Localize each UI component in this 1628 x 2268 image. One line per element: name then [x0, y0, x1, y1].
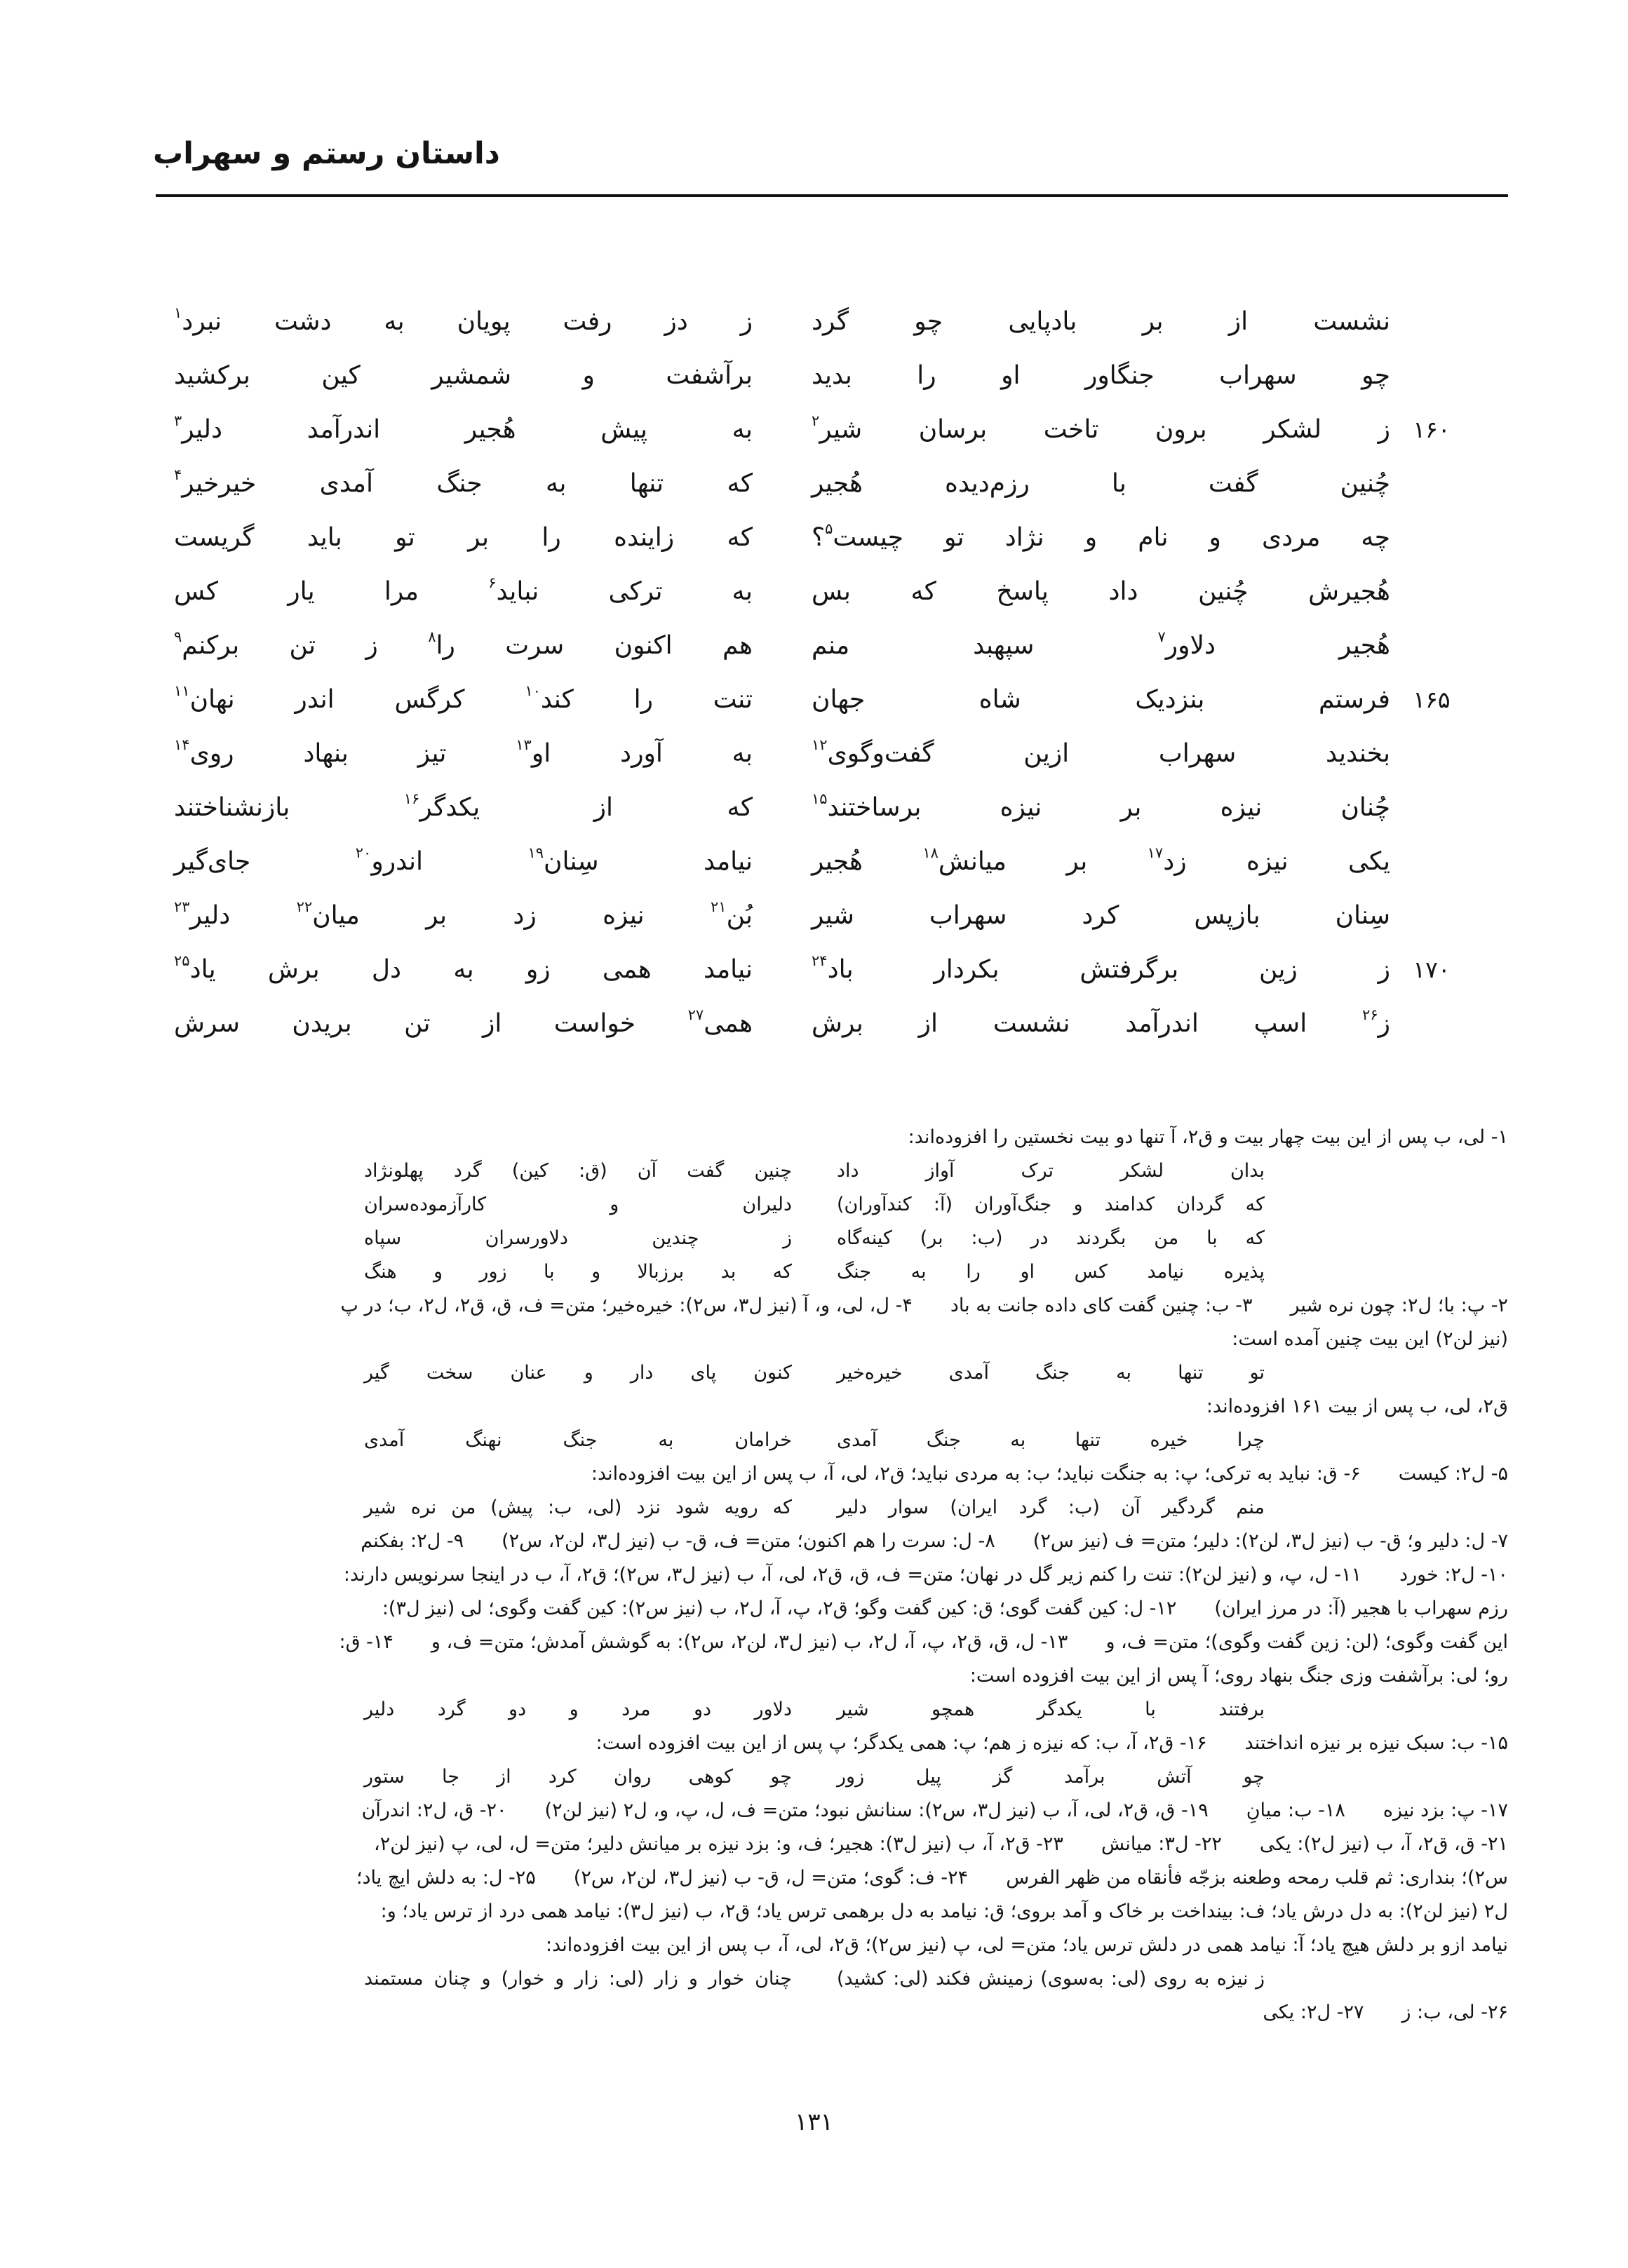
footnote-line: ۲۶- لی، ب: ز ۲۷- ل۲: یکی	[1263, 2002, 1508, 2023]
footnote-line: ۱۰- ل۲: خورد ۱۱- ل، پ، و (نیز لن۲): تنت را کنم زیر گل در نهان؛ متن= ف، ق، ق۲، لی، آ، ب (نیز ل۳، س۲)؛ ق۲، آ، ب در اینجا سرنویس دارند:	[343, 1564, 1508, 1586]
hemistich-left: تنت را کند$^{۱۰}$ کرگس اندر نهان$^{۱۱}$	[174, 682, 753, 714]
footnote-verse-line	[121, 1188, 1508, 1222]
poem-row	[174, 457, 1473, 511]
footnote-hemistich-left: دلاور دو مرد و دو گرد دلیر	[364, 1699, 792, 1720]
page-number: ۱۳۱	[795, 2108, 833, 2136]
footnote-verse-line	[121, 1255, 1508, 1289]
poem-row	[174, 295, 1473, 349]
footnote-hemistich-left: چنان خوار و زار (لی: زار و خوار) و چنان مستمند	[364, 1968, 792, 1990]
footnote-hemistich-right: که گردان کدامند و جنگ‌آوران (آ: کندآوران)	[837, 1194, 1265, 1215]
footnote-line: ۲۱- ق، ق۲، آ، ب (نیز ل۲): یکی ۲۲- ل۳: میانش ۲۳- ق۲، آ، ب (نیز ل۳): هجیر؛ ف، و: بزد نیزه بر میانش دلیر؛ متن= ل، لی، پ (نیز لن۲،	[374, 1833, 1508, 1855]
hemistich-right: سِنان بازپس کرد سهراب شیر	[812, 901, 1390, 930]
footnote-hemistich-right: منم گردگیر آن (ب: گرد ایران) سوار دلیر	[837, 1497, 1265, 1518]
footnote-marker: ۲۴	[812, 952, 828, 969]
footnote-hemistich-left: چو کوهی روان کرد از جا ستور	[364, 1766, 792, 1788]
hemistich-left: نیامد همی زو به دل برش یاد$^{۲۵}$	[174, 952, 753, 984]
footnote-line: س۲)؛ بنداری: ثم قلب رمحه وطعنه بزجّه فأنقاه من ظهر الفرس ۲۴- ف: گوی؛ متن= ل، ق- ب (نیز ل۳، لن۲، س۲) ۲۵- ل: به دلش ایچ یاد؛	[356, 1867, 1508, 1889]
hemistich-left: برآشفت و شمشیر کین برکشید	[174, 361, 753, 390]
footnote-hemistich-left: چنین گفت آن (ق: کین) گرد پهلونژاد	[364, 1160, 792, 1182]
footnote-marker: ۲۰	[355, 844, 372, 861]
footnote-marker: ۶	[488, 574, 497, 591]
hemistich-left: که از یکدگر$^{۱۶}$ بازنشناختند	[174, 790, 753, 822]
poem-row	[174, 835, 1473, 889]
footnote-marker: ۴	[174, 466, 182, 483]
header-rule	[156, 194, 1508, 197]
hemistich-right: ز$^{۲۶}$ اسپ اندرآمد نشست از برش	[812, 1006, 1390, 1038]
footnote-verse-line	[121, 1154, 1508, 1188]
footnote-verse-line	[121, 1356, 1508, 1390]
hemistich-left: نیامد سِنان$^{۱۹}$ اندرو$^{۲۰}$ جای‌گیر	[174, 844, 753, 876]
hemistich-right: نشست از بر بادپایی چو گرد	[812, 307, 1390, 336]
footnote-marker: ۱۱	[174, 682, 190, 699]
hemistich-right: چه مردی و نام و نژاد تو چیست$^۵$؟	[812, 520, 1390, 552]
footnote-hemistich-left: که رویه شود نزد (لی، ب: پیش) من نره شیر	[364, 1497, 792, 1518]
verse-number: ۱۶۵	[1413, 686, 1451, 713]
footnote-marker: ۸	[428, 628, 436, 645]
footnote-marker: ۱	[174, 304, 182, 321]
footnote-hemistich-right: تو تنها به جنگ آمدی خیره‌خیر	[837, 1362, 1265, 1384]
footnote-marker: ۹	[174, 628, 182, 645]
hemistich-right: هُجیرش چُنین داد پاسخ که بس	[812, 577, 1390, 606]
footnote-hemistich-right: ز نیزه به روی (لی: به‌سوی) زمینش فکند (لی: کشید)	[837, 1968, 1265, 1990]
footnote-marker: ۱۹	[527, 844, 544, 861]
verse-number: ۱۷۰	[1413, 956, 1451, 983]
footnote-line: نیامد ازو بر دلش هیچ یاد؛ آ: نیامد همی در دلش ترس یاد؛ متن= لی، پ (نیز س۲)؛ ق۲، لی، آ، ب پس از این بیت افزوده‌اند:	[545, 1934, 1508, 1956]
hemistich-left: به ترکی نباید$^۶$ مرا یار کس	[174, 574, 753, 606]
footnote-line: ۲- پ: با؛ ل۲: چون نره شیر ۳- ب: چنین گفت کای داده جانت به باد ۴- ل، لی، و، آ (نیز ل۳، س۲): خیره‌خیر؛ متن= ف، ق، ق۲، ل۲، ب؛ در پ	[340, 1295, 1508, 1316]
footnote-hemistich-left: که بد برزبالا و با زور و هنگ	[364, 1261, 792, 1283]
footnote-line: ۷- ل: دلیر و؛ ق- ب (نیز ل۳، لن۲): دلیر؛ متن= ف (نیز س۲) ۸- ل: سرت را هم اکنون؛ متن= ف، ق- ب (نیز ل۳، لن۲، س۲) ۹- ل۲: بفکنم	[361, 1530, 1508, 1552]
poem-row	[174, 889, 1473, 943]
hemistich-left: همی$^{۲۷}$ خواست از تن بریدن سرش	[174, 1006, 753, 1038]
poem-row	[174, 673, 1473, 727]
footnote-marker: ۱۸	[922, 844, 939, 861]
footnote-marker: ۲۲	[296, 898, 313, 915]
poem-row	[174, 403, 1473, 457]
footnote-hemistich-left: خرامان به جنگ نهنگ آمدی	[364, 1429, 792, 1451]
hemistich-right: ز لشکر برون تاخت برسان شیر$^۲$	[812, 412, 1390, 444]
poem-row	[174, 619, 1473, 673]
footnote-hemistich-right: پذیره نیامد کس او را به جنگ	[837, 1261, 1265, 1283]
footnote-line: رزم سهراب با هجیر (آ: در مرز ایران) ۱۲- ل: کین گفت گوی؛ ق: کین گفت وگو؛ ق۲، پ، آ، ل۲، ب (نیز س۲): کین گفت وگوی؛ لی (نیز ل۳):	[382, 1598, 1508, 1619]
footnote-hemistich-left: کنون پای دار و عنان سخت گیر	[364, 1362, 792, 1384]
footnote-hemistich-left: دلیران و کارآزموده‌سران	[364, 1194, 792, 1215]
hemistich-right: چُنان نیزه بر نیزه برساختند$^{۱۵}$	[812, 790, 1390, 822]
footnote-marker: ۲۳	[174, 898, 190, 915]
footnote-marker: ۱۶	[403, 790, 420, 807]
footnote-verse-line	[121, 1424, 1508, 1457]
footnote-verse-line	[121, 1491, 1508, 1525]
footnote-marker: ۲۷	[687, 1006, 704, 1023]
footnote-hemistich-right: برفتند با یکدگر همچو شیر	[837, 1699, 1265, 1720]
hemistich-right: ز زین برگرفتش بکردار باد$^{۲۴}$	[812, 952, 1390, 984]
footnote-line: این گفت وگوی؛ (لن: زین گفت وگوی)؛ متن= ف، و ۱۳- ل، ق، ق۲، پ، آ، ل۲، ب (نیز ل۳، لن۲، س۲): به گوشش آمدش؛ متن= ف، و ۱۴- ق:	[339, 1631, 1508, 1653]
hemistich-right: فرستم بنزدیک شاه جهان	[812, 685, 1390, 714]
hemistich-left: به پیش هُجیر اندرآمد دلیر$^۳$	[174, 412, 753, 444]
footnote-marker: ۷	[1157, 628, 1166, 645]
hemistich-right: چو سهراب جنگاور او را بدید	[812, 361, 1390, 390]
footnote-marker: ۱۰	[525, 682, 541, 699]
poem-row	[174, 781, 1473, 835]
footnote-marker: ۱۵	[812, 790, 828, 807]
poem-row	[174, 511, 1473, 565]
verse-number: ۱۶۰	[1413, 416, 1451, 443]
poem-row	[174, 349, 1473, 403]
hemistich-left: که تنها به جنگ آمدی خیرخیر$^۴$	[174, 466, 753, 498]
footnote-verse-line	[121, 1760, 1508, 1794]
footnote-hemistich-right: که با من بگردند در (ب: بر) کینه‌گاه	[837, 1227, 1265, 1249]
footnote-marker: ۱۴	[174, 736, 190, 753]
footnote-marker: ۵	[825, 520, 833, 537]
footnote-hemistich-right: بدان لشکر ترک آواز داد	[837, 1160, 1265, 1182]
hemistich-left: که زاینده را بر تو باید گریست	[174, 523, 753, 552]
poem-row	[174, 727, 1473, 781]
hemistich-left: هم اکنون سرت را$^۸$ ز تن برکنم$^۹$	[174, 628, 753, 660]
poem-section	[174, 295, 1473, 1051]
footnote-line: ق۲، لی، ب پس از بیت ۱۶۱ افزوده‌اند:	[1206, 1396, 1508, 1417]
footnote-marker: ۳	[174, 412, 182, 429]
hemistich-right: بخندید سهراب ازین گفت‌وگوی$^{۱۲}$	[812, 736, 1390, 768]
running-header-title: داستان رستم و سهراب	[153, 136, 500, 171]
footnote-line: رو؛ لی: برآشفت وزی جنگ بنهاد روی؛ آ پس از این بیت افزوده است:	[969, 1665, 1508, 1687]
poem-row	[174, 943, 1473, 997]
footnote-verse-line	[121, 1222, 1508, 1255]
hemistich-right: یکی نیزه زد$^{۱۷}$ بر میانش$^{۱۸}$ هُجیر	[812, 844, 1390, 876]
footnote-line: ۵- ل۲: کیست ۶- ق: نباید به ترکی؛ پ: به جنگت نباید؛ ب: به مردی نباید؛ ق۲، لی، آ، ب پس از این بیت افزوده‌اند:	[591, 1463, 1508, 1485]
footnote-marker: ۱۷	[1147, 844, 1164, 861]
footnote-marker: ۲۶	[1362, 1006, 1378, 1023]
footnote-line: ۱- لی، ب پس از این بیت چهار بیت و ق۲، آ تنها دو بیت نخستین را افزوده‌اند:	[908, 1126, 1508, 1148]
footnote-marker: ۲۱	[711, 898, 727, 915]
hemistich-left: به آورد او$^{۱۳}$ تیز بنهاد روی$^{۱۴}$	[174, 736, 753, 768]
footnote-line: (نیز لن۲) این بیت چنین آمده است:	[1232, 1328, 1508, 1350]
footnote-marker: ۲۵	[174, 952, 190, 969]
poem-row	[174, 997, 1473, 1051]
footnotes-section	[121, 1121, 1508, 2030]
footnote-line: ۱۵- ب: سبک نیزه بر نیزه انداختند ۱۶- ق۲، آ، ب: که نیزه ز هم؛ پ: همی یکدگر؛ پ پس از این بیت افزوده است:	[596, 1732, 1508, 1754]
footnote-marker: ۱۲	[812, 736, 828, 753]
footnote-marker: ۲	[812, 412, 820, 429]
footnote-line: ۱۷- پ: بزد نیزه ۱۸- ب: میانِ ۱۹- ق، ق۲، لی، آ، ب (نیز ل۳، س۲): سنانش نبود؛ متن= ف، ل، پ، و، ل۲ (نیز لن۲) ۲۰- ق، ل۲: اندرآن	[361, 1800, 1508, 1821]
hemistich-right: چُنین گفت با رزم‌دیده هُجیر	[812, 469, 1390, 498]
poem-row	[174, 565, 1473, 619]
footnote-marker: ۱۳	[516, 736, 532, 753]
footnote-verse-line	[121, 1962, 1508, 1996]
hemistich-left: بُن$^{۲۱}$ نیزه زد بر میان$^{۲۲}$ دلیر$^{۲۳}$	[174, 898, 753, 930]
footnote-hemistich-right: چرا خیره تنها به جنگ آمدی	[837, 1429, 1265, 1451]
footnote-verse-line	[121, 1693, 1508, 1727]
hemistich-left: ز دز رفت پویان به دشت نبرد$^۱$	[174, 304, 753, 336]
footnote-hemistich-left: ز چندین دلاورسران سپاه	[364, 1227, 792, 1249]
footnote-line: ل۲ (نیز لن۲): به دل درش یاد؛ ف: بینداخت بر خاک و آمد بروی؛ ق: نیامد به دل برهمی ترس یاد؛ ق۲، ب (نیز ل۳): نیامد همی درد از ترس یاد؛ و:	[380, 1901, 1508, 1922]
hemistich-right: هُجیر دلاور$^۷$ سپهبد منم	[812, 628, 1390, 660]
footnote-hemistich-right: چو آتش برآمد گز پیل زور	[837, 1766, 1265, 1788]
